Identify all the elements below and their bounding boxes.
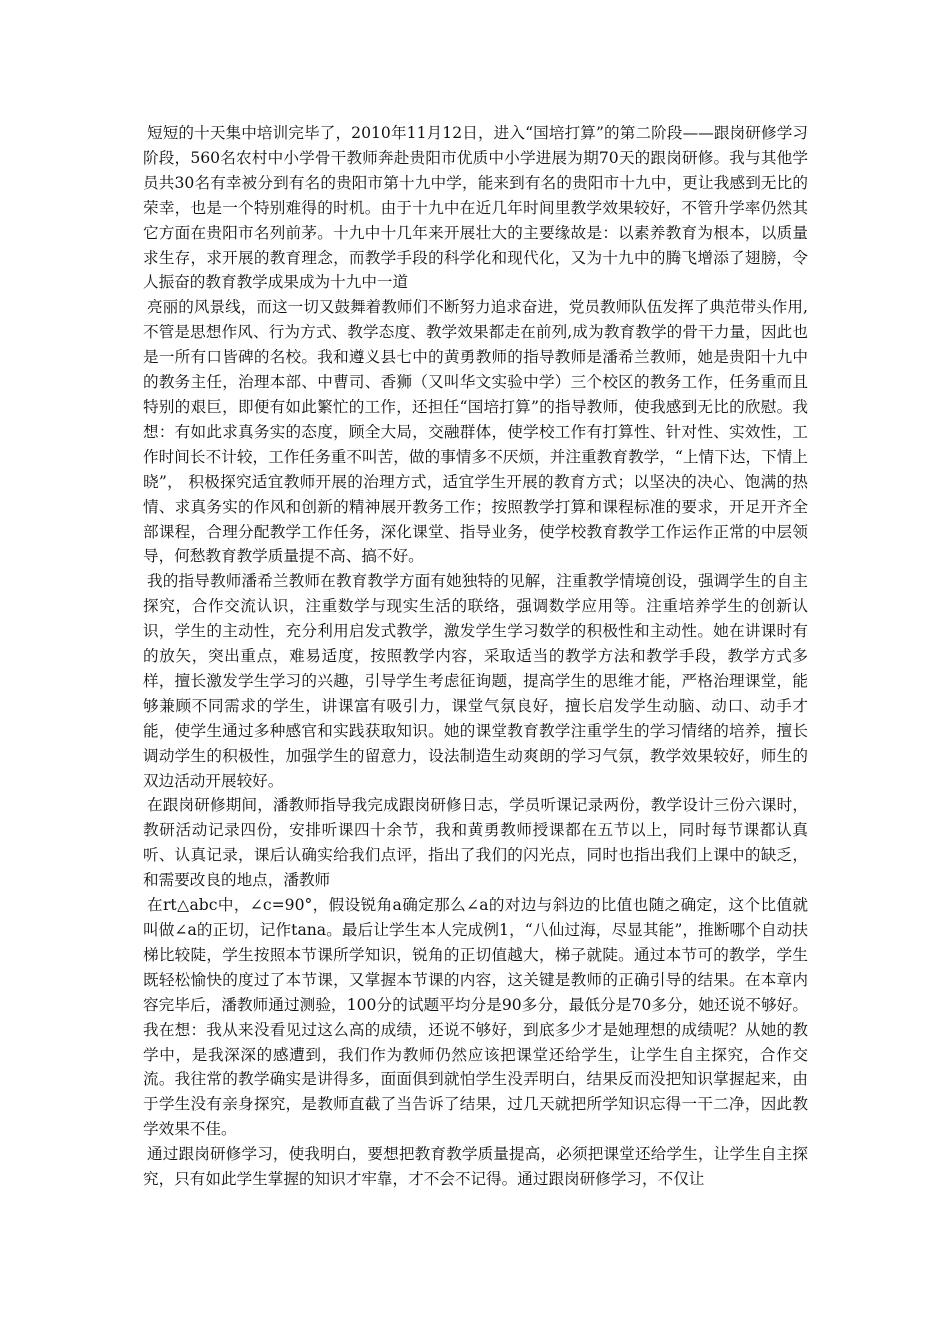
paragraph-3: 我的指导教师潘希兰教师在教育教学方面有她独特的见解，注重教学情境创设，强调学生的自主探究，合作交流认识，注重数学与现实生活的联络，强调数学应用等。注重培养学生的创新认识，学生的主动性，充分利用启发式教学，激发学生学习数学的积极性和主动性。她在讲课时有的放矢，突出重点，难易适度，按照教学内容，采取适当的教学方法和教学手段，教学方式多样，擅长激发学生学习的兴趣，引导学生考虑征询题，提高学生的思维才能，严格治理课堂，能够兼顾不同需求的学生，讲课富有吸引力，课堂气氛良好，擅长启发学生动脑、动口、动手才能，使学生通过多种感官和实践获取知识。她的课堂教育教学注重学生的学习情绪的培养，擅长调动学生的积极性，加强学生的留意力，设法制造生动爽朗的学习气氛，教学效果较好，师生的双边活动开展较好。: [143, 572, 808, 790]
paragraph-1: 短短的十天集中培训完毕了，2010年11月12日，进入“国培打算”的第二阶段——跟岗研修学习阶段，560名农村中小学骨干教师奔赴贵阳市优质中小学进展为期70天的跟岗研修。我与其他学员共30名有幸被分到有名的贵阳市第十九中学，能来到有名的贵阳市十九中，更让我感到无比的荣幸，也是一个特别难得的时机。由于十九中在近几年时间里教学效果较好，不管升学率仍然其它方面在贵阳市名列前茅。十九中十几年来开展壮大的主要缘故是：以素养教育为根本，以质量求生存，求开展的教育理念，而教学手段的科学化和现代化，又为十九中的腾飞增添了翅膀，令人振奋的教育教学成果成为十九中一道: [143, 124, 808, 292]
paragraph-5: 在rt△abc中，∠c=90°，假设锐角a确定那么∠a的对边与斜边的比值也随之确定，这个比值就叫做∠a的正切，记作tana。最后让学生本人完成例1，“八仙过海，尽显其能”，推断哪个自动扶梯比较陡，学生按照本节课所学知识，锐角的正切值越大，梯子就陡。通过本节可的教学，学生既轻松愉快的度过了本节课，又掌握本节课的内容，这关键是教师的正确引导的结果。在本章内容完毕后，潘教师通过测验，100分的试题平均分是90多分，最低分是70多分，她还说不够好。我在想：我从来没看见过这么高的成绩，还说不够好，到底多少才是她理想的成绩呢？从她的教学中，是我深深的感遭到，我们作为教师仍然应该把课堂还给学生，让学生自主探究，合作交流。我往常的教学确实是讲得多，面面俱到就怕学生没弄明白，结果反而没把知识掌握起来，由于学生没有亲身探究，是教师直截了当告诉了结果，过几天就把所学知识忘得一干二净，因此教学效果不佳。: [143, 896, 808, 1139]
paragraph-6: 通过跟岗研修学习，使我明白，要想把教育教学质量提高，必须把课堂还给学生，让学生自主探究，只有如此学生掌握的知识才牢靠，才不会不记得。通过跟岗研修学习，不仅让: [143, 1145, 808, 1189]
document-body: [143, 121, 808, 1192]
paragraph-4: 在跟岗研修期间，潘教师指导我完成跟岗研修日志，学员听课记录两份，教学设计三份六课时，教研活动记录四份，安排听课四十余节，我和黄勇教师授课都在五节以上，同时每节课都认真听、认真记录，课后认确实给我们点评，指出了我们的闪光点，同时也指出我们上课中的缺乏，和需要改良的地点，潘教师: [143, 796, 808, 890]
paragraph-2: 亮丽的风景线，而这一切又鼓舞着教师们不断努力追求奋进，党员教师队伍发挥了典范带头作用,不管是思想作风、行为方式、教学态度、教学效果都走在前列,成为教育教学的骨干力量，因此也是一所有口皆碑的名校。我和遵义县七中的黄勇教师的指导教师是潘希兰教师，她是贵阳十九中的教务主任，治理本部、中曹司、香狮（又叫华文实验中学）三个校区的教务工作，任务重而且特别的艰巨，即便有如此繁忙的工作，还担任“国培打算”的指导教师，使我感到无比的欣慰。我想：有如此求真务实的态度，顾全大局，交融群体，使学校工作有打算性、针对性、实效性，工作时间长不计较，工作任务重不叫苦，做的事情多不厌烦，并注重教育教学，“上情下达，下情上晓”， 积极探究适宜教师开展的治理方式，适宜学生开展的教育方式；以坚决的决心、饱满的热情、求真务实的作风和创新的精神展开教务工作；按照教学打算和课程标准的要求，开足开齐全部课程，合理分配教学工作任务，深化课堂、指导业务，使学校教育教学工作运作正常的中层领导，何愁教育教学质量提不高、搞不好。: [143, 298, 808, 566]
